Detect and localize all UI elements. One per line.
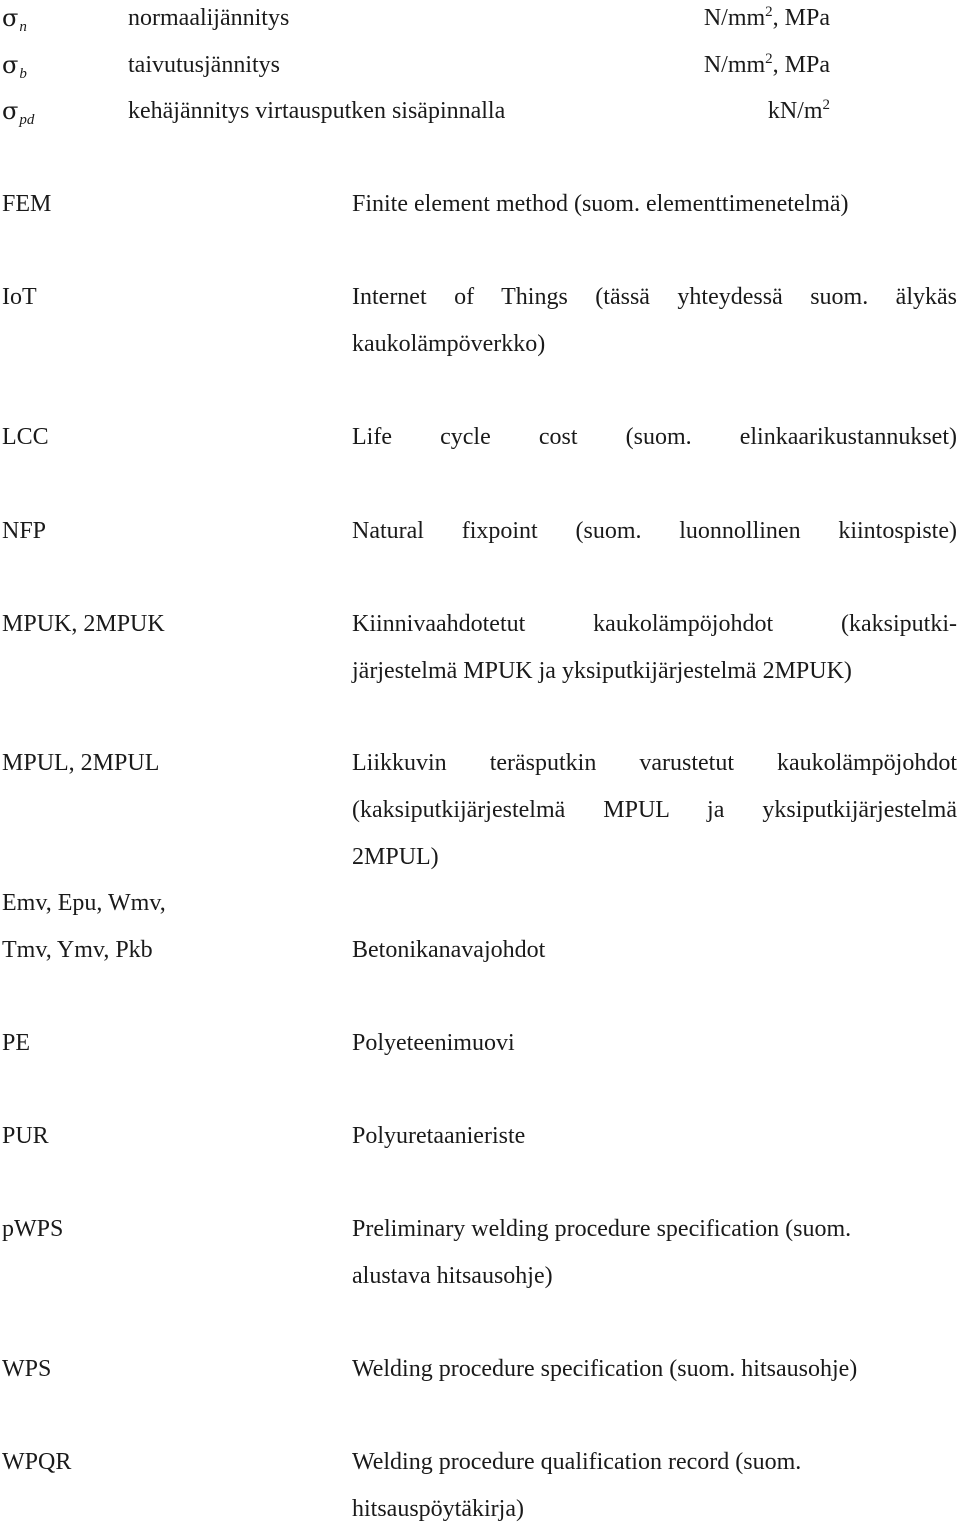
abbreviation-term: PE [2,1030,31,1056]
abbreviation-definition: Life cycle cost (suom. elinkaarikustannukset) [352,424,957,450]
symbol-sigma-n: $\sigma_n$ [2,4,27,35]
abbreviation-term: MPUL, 2MPUL [2,750,160,776]
abbreviation-definition: 2MPUL) [352,844,439,870]
abbreviation-definition: Finite element method (suom. elementtimenetelmä) [352,191,849,217]
symbol-sigma-pd: $\sigma_{pd}$ [2,97,35,128]
abbreviation-definition: Polyuretaanieriste [352,1123,526,1149]
abbreviation-term: Tmv, Ymv, Pkb [2,937,153,963]
abbreviation-definition: hitsauspöytäkirja) [352,1496,524,1522]
abbreviation-definition: Liikkuvin teräsputkin varustetut kaukolämpöjohdot [352,750,957,776]
abbreviation-definition: Preliminary welding procedure specification (suom. [352,1216,852,1242]
abbreviation-definition: Welding procedure qualification record (suom. [352,1449,802,1475]
abbreviation-definition: järjestelmä MPUK ja yksiputkijärjestelmä 2MPUK) [352,658,852,684]
abbreviation-term: MPUK, 2MPUK [2,611,165,637]
symbol-description: taivutusjännitys [128,52,280,78]
symbol-sigma-b: $\sigma_b$ [2,51,27,82]
abbreviation-term: NFP [2,518,47,544]
abbreviation-definition: Internet of Things (tässä yhteydessä suom. älykäs [352,284,957,310]
abbreviation-term: PUR [2,1123,49,1149]
symbol-description: kehäjännitys virtausputken sisäpinnalla [128,98,506,124]
abbreviation-definition: Welding procedure specification (suom. hitsausohje) [352,1356,858,1382]
abbreviation-definition: Polyeteenimuovi [352,1030,515,1056]
abbreviation-term: FEM [2,191,52,217]
abbreviation-term: Emv, Epu, Wmv, [2,890,166,916]
symbol-unit: $N/mm^2$, MPa [703,51,830,78]
abbreviation-term: IoT [2,284,37,310]
symbol-description: normaalijännitys [128,5,290,31]
abbreviation-definition: (kaksiputkijärjestelmä MPUL ja yksiputkijärjestelmä [352,797,957,823]
abbreviation-definition: alustava hitsausohje) [352,1263,553,1289]
abbreviation-term: LCC [2,424,49,450]
abbreviation-definition: Kiinnivaahdotetut kaukolämpöjohdot (kaksiputki- [352,611,957,637]
abbreviation-term: WPS [2,1356,52,1382]
abbreviation-term: WPQR [2,1449,72,1475]
abbreviation-term: pWPS [2,1216,64,1242]
abbreviation-definition: kaukolämpöverkko) [352,331,546,357]
abbreviation-definition: Betonikanavajohdot [352,937,546,963]
abbreviation-definition: Natural fixpoint (suom. luonnollinen kiintospiste) [352,518,957,544]
symbol-unit: $N/mm^2$, MPa [703,4,830,31]
symbol-unit: $kN/m^2$ [767,97,830,124]
